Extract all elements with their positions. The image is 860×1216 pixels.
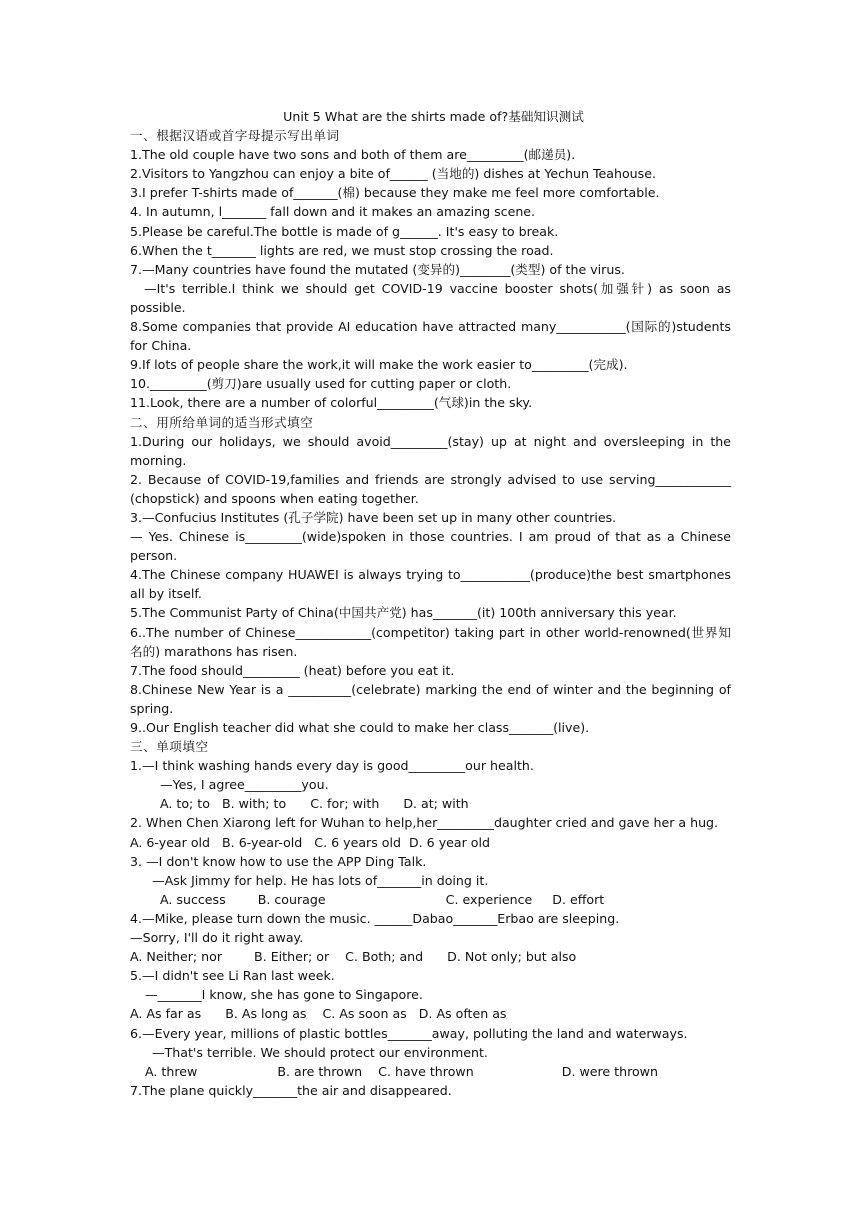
s3-question-1-choices: A. to; to B. with; to C. for; with D. at; with	[160, 796, 469, 812]
s1-question-7: 7.—Many countries have found the mutated (变异的)________(类型) of the virus.	[130, 261, 625, 277]
s3-question-5-stem: 5.—I didn't see Li Ran last week.	[130, 968, 335, 984]
s1-question-11: 11.Look, there are a number of colorful_________(气球)in the sky.	[130, 395, 533, 411]
section-1-heading: 一、根据汉语或首字母提示写出单词	[130, 128, 340, 144]
s2-question-5: 5.The Communist Party of China(中国共产党) has_______(it) 100th anniversary this year.	[130, 605, 677, 621]
section-3-heading: 三、单项填空	[130, 739, 209, 755]
s2-question-9: 9..Our English teacher did what she could to make her class_______(live).	[130, 720, 590, 735]
s2-question-2: 2. Because of COVID-19,families and friends are strongly advised to use serving____________ (chopstick) and spoons when eating together.	[130, 471, 731, 506]
s3-question-5-choices: A. As far as B. As long as C. As soon as D. As often as	[130, 1006, 507, 1022]
s1-question-6: 6.When the t_______ lights are red, we must stop crossing the road.	[130, 242, 554, 258]
s3-question-1-stem: 1.—I think washing hands every day is good_________our health.	[130, 758, 534, 774]
s3-question-6-reply: —That's terrible. We should protect our environment.	[152, 1044, 488, 1060]
section-2-heading: 二、用所给单词的适当形式填空	[130, 414, 314, 430]
s2-question-6: 6..The number of Chinese____________(competitor) taking part in other world-renowned(世界知名的) marathons has risen.	[130, 624, 731, 659]
s1-question-1: 1.The old couple have two sons and both of them are_________(邮递员).	[130, 147, 576, 163]
worksheet-content	[130, 107, 731, 1100]
s2-question-1: 1.During our holidays, we should avoid_________(stay) up at night and oversleeping in the morning.	[130, 433, 731, 468]
s1-question-3: 3.I prefer T-shirts made of_______(棉) because they make me feel more comfortable.	[130, 185, 660, 201]
s3-question-2-stem: 2. When Chen Xiarong left for Wuhan to help,her_________daughter cried and gave her a hug.	[130, 815, 719, 831]
s3-question-7-stem: 7.The plane quickly_______the air and disappeared.	[130, 1082, 452, 1098]
s1-question-5: 5.Please be careful.The bottle is made of g______. It's easy to break.	[130, 223, 559, 239]
s1-question-8: 8.Some companies that provide AI education have attracted many___________(国际的)students for China.	[130, 319, 731, 354]
s3-question-4-choices: A. Neither; nor B. Either; or C. Both; and D. Not only; but also	[130, 949, 577, 965]
s1-question-10: 10._________(剪刀)are usually used for cutting paper or cloth.	[130, 376, 512, 392]
s1-question-7-reply: —It's terrible.I think we should get COVID-19 vaccine booster shots(加强针) as soon as possible.	[130, 280, 731, 315]
s1-question-4: 4. In autumn, l_______ fall down and it makes an amazing scene.	[130, 204, 536, 220]
s3-question-5-reply: —_______I know, she has gone to Singapore.	[145, 987, 423, 1003]
s1-question-9: 9.If lots of people share the work,it will make the work easier to_________(完成).	[130, 357, 628, 373]
s3-question-4-stem: 4.—Mike, please turn down the music. ______Dabao_______Erbao are sleeping.	[130, 910, 620, 926]
s3-question-6-stem: 6.—Every year, millions of plastic bottles_______away, polluting the land and waterways.	[130, 1025, 688, 1041]
s1-question-2: 2.Visitors to Yangzhou can enjoy a bite of______ (当地的) dishes at Yechun Teahouse.	[130, 166, 656, 182]
s3-question-3-choices: A. success B. courage C. experience D. effort	[160, 891, 605, 907]
s3-question-3-reply: —Ask Jimmy for help. He has lots of_______in doing it.	[152, 872, 489, 888]
s3-question-6-choices: A. threw B. are thrown C. have thrown D. were thrown	[145, 1063, 658, 1079]
s3-question-4-reply: —Sorry, I'll do it right away.	[130, 930, 304, 946]
s3-question-1-reply: —Yes, I agree_________you.	[160, 777, 329, 793]
s3-question-3-stem: 3. —I don't know how to use the APP Ding Talk.	[130, 853, 427, 869]
s2-question-3: 3.—Confucius Institutes (孔子学院) have been set up in many other countries.	[130, 509, 617, 525]
s2-question-8: 8.Chinese New Year is a __________(celebrate) marking the end of winter and the beginning of spring.	[130, 681, 731, 716]
s2-question-4: 4.The Chinese company HUAWEI is always trying to___________(produce)the best smartphones all by itself.	[130, 567, 731, 602]
page-title: Unit 5 What are the shirts made of?基础知识测试	[283, 109, 584, 124]
s2-question-7: 7.The food should_________ (heat) before you eat it.	[130, 662, 455, 678]
s2-question-3-reply: — Yes. Chinese is_________(wide)spoken in those countries. I am proud of that as a Chinese person.	[130, 529, 731, 564]
s3-question-2-choices: A. 6-year old B. 6-year-old C. 6 years old D. 6 year old	[130, 834, 490, 850]
